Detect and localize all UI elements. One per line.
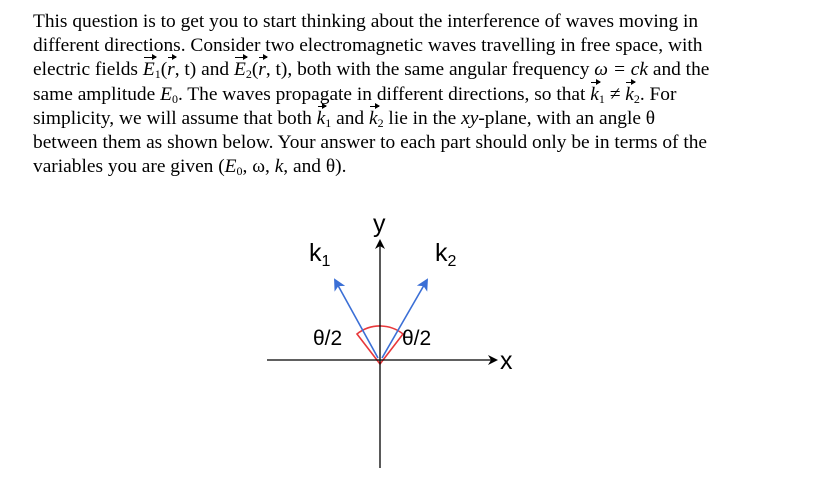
vector-k2: k xyxy=(369,107,378,131)
y-axis-label: y xyxy=(373,210,386,238)
problem-line-5: simplicity, we will assume that both $k_1$ and $k_2$ lie in the xy-plane, with an angle θ xyxy=(33,107,656,130)
right-angle-label: θ/2 xyxy=(402,327,432,350)
problem-line-7: variables you are given ($E_0$, ω, k, and θ). xyxy=(33,156,347,179)
vector-r: r xyxy=(167,58,175,82)
vector-E1: E xyxy=(143,58,155,82)
problem-line-3: electric fields $E_1(r$, t) and $E_2(r$, t), both with the same angular frequency ω = ck and the xyxy=(33,59,710,82)
vector-r: r xyxy=(258,58,266,82)
vector-k2: k xyxy=(625,83,634,107)
left-angle-label: θ/2 xyxy=(313,327,343,350)
problem-line-2: different directions. Consider two electromagnetic waves travelling in free space, with xyxy=(33,35,703,57)
problem-line-6: between them as shown below. Your answer to each part should only be in terms of the xyxy=(33,132,708,154)
problem-line-1: This question is to get you to start thinking about the interference of waves moving in xyxy=(33,11,699,32)
x-axis-label: x xyxy=(500,347,513,375)
vector-E2: E xyxy=(234,58,246,82)
k1-label: $k_1$ xyxy=(309,239,331,270)
vector-k1: k xyxy=(590,83,599,107)
problem-line-4: same amplitude $E_0$. The waves propagate in different directions, so that $k_1 \ne k_2$. For xyxy=(33,83,677,106)
k2-label: $k_2$ xyxy=(435,239,457,270)
vector-k1: k xyxy=(317,107,326,131)
